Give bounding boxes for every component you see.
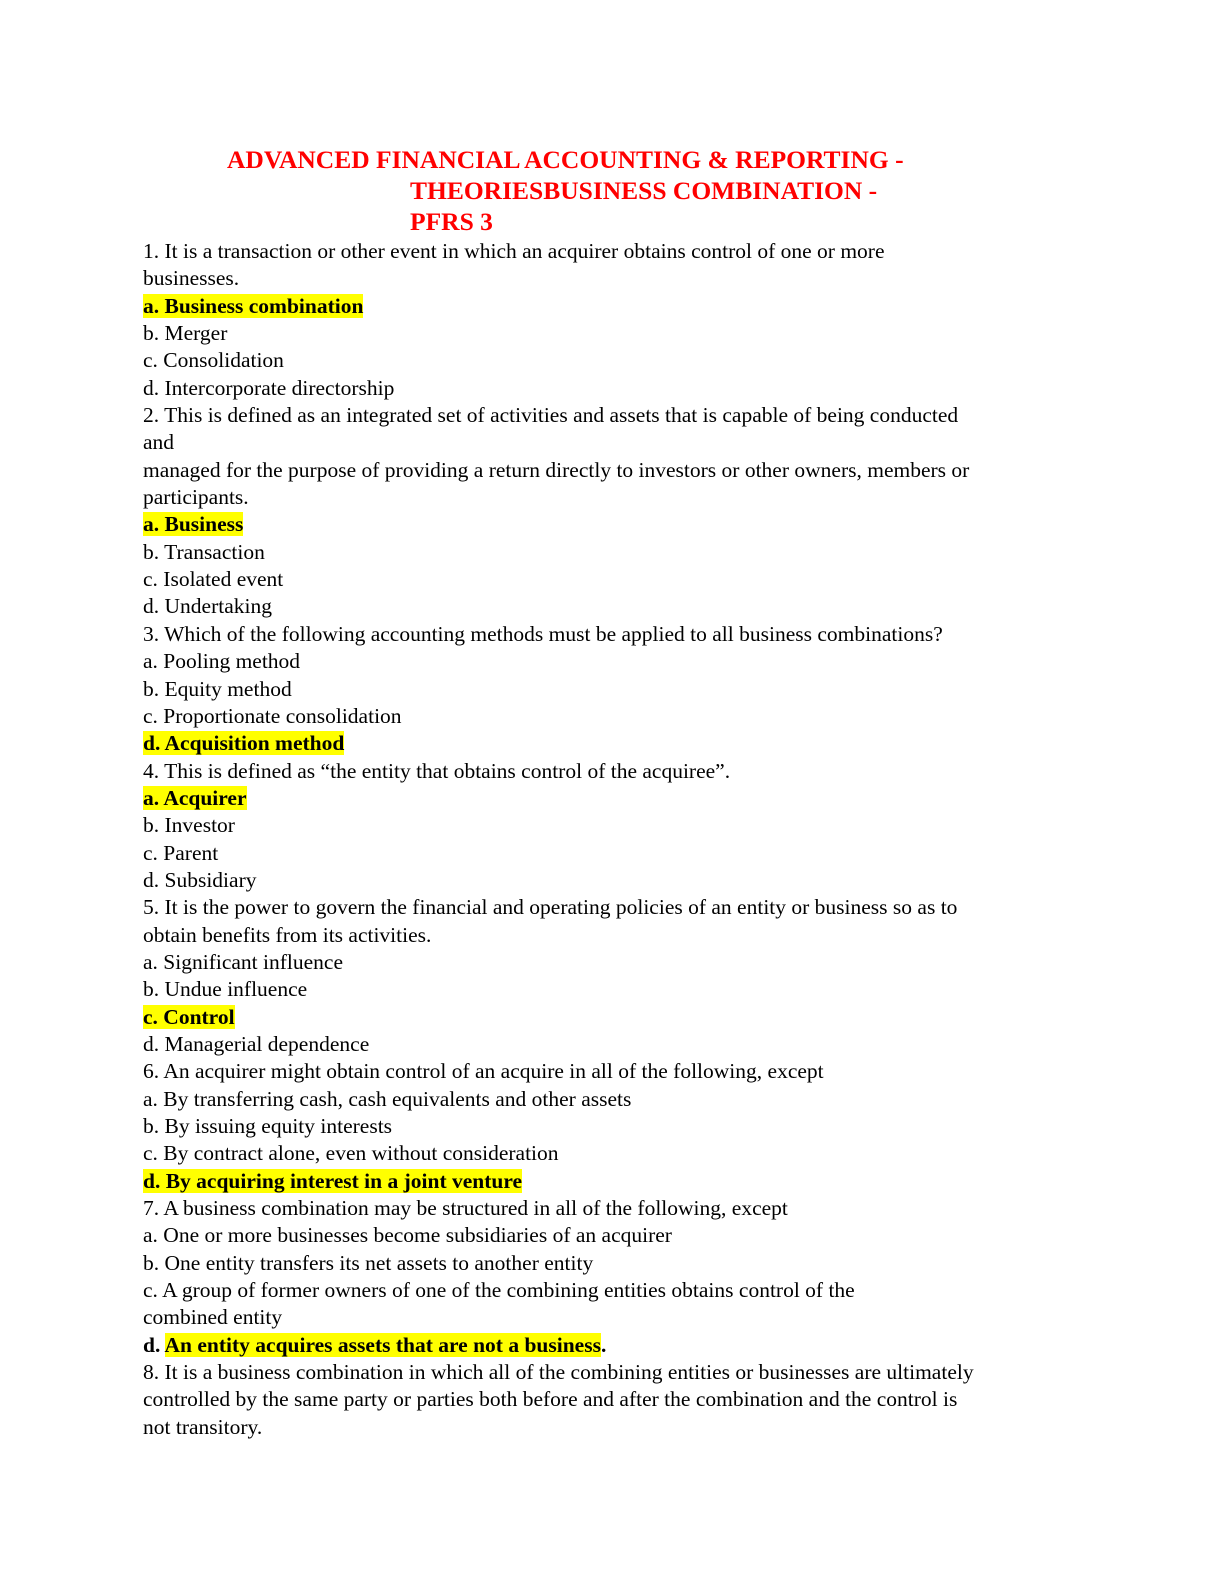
question-3-text: 3. Which of the following accounting methods must be applied to all business combinations? [143, 621, 943, 646]
question-list [143, 238, 1083, 1441]
question-8-text-cont: not transitory. [143, 1414, 263, 1439]
q6-option-c: c. By contract alone, even without consideration [143, 1141, 559, 1166]
q7-option-b: b. One entity transfers its net assets to another entity [143, 1250, 594, 1275]
q3-answer-d-correct [143, 730, 1083, 757]
question-7-text: 7. A business combination may be structured in all of the following, except [143, 1196, 788, 1221]
document-title-line-2: THEORIESBUSINESS COMBINATION - [410, 176, 878, 205]
question-1-text-cont: businesses. [143, 266, 240, 291]
q7-option-c: c. A group of former owners of one of the combining entities obtains control of the [143, 1278, 855, 1303]
q1-answer-a-correct [143, 293, 1083, 320]
answer-suffix: . [600, 1332, 607, 1357]
q4-option-d: d. Subsidiary [143, 867, 257, 892]
answer-highlight: c. Control [143, 1004, 235, 1029]
q5-answer-c-correct [143, 1004, 1083, 1031]
question-4-text: 4. This is defined as “the entity that obtains control of the acquiree”. [143, 758, 731, 783]
q1-option-d: d. Intercorporate directorship [143, 375, 395, 400]
q6-option-b: b. By issuing equity interests [143, 1114, 393, 1138]
question-8-text: 8. It is a business combination in which all of the combining entities or businesses are ultimately [143, 1360, 974, 1385]
answer-highlight: An entity acquires assets that are not a business [164, 1332, 601, 1357]
question-8-text-cont: controlled by the same party or parties both before and after the combination and the control is [143, 1387, 958, 1412]
document-title-line-3: PFRS 3 [410, 207, 493, 236]
question-5-text-cont: obtain benefits from its activities. [143, 922, 432, 947]
answer-highlight: a. Business combination [143, 293, 364, 318]
answer-highlight: d. By acquiring interest in a joint venture [143, 1168, 523, 1193]
q3-option-b: b. Equity method [143, 676, 292, 701]
q6-answer-d-correct [143, 1168, 1083, 1195]
q6-option-a: a. By transferring cash, cash equivalents and other assets [143, 1086, 632, 1111]
question-2-text: 2. This is defined as an integrated set of activities and assets that is capable of being conducted [143, 403, 959, 428]
q5-option-b: b. Undue influence [143, 977, 308, 1002]
answer-highlight: a. Acquirer [143, 785, 247, 810]
q2-option-d: d. Undertaking [143, 594, 272, 619]
question-5-text: 5. It is the power to govern the financial and operating policies of an entity or business so as to [143, 895, 958, 920]
question-2-text-cont: managed for the purpose of providing a return directly to investors or other owners, members or [143, 457, 970, 482]
q4-option-b: b. Investor [143, 813, 235, 838]
q2-option-b: b. Transaction [143, 539, 265, 564]
question-2-text-cont: participants. [143, 485, 249, 510]
q5-option-a: a. Significant influence [143, 949, 343, 974]
q2-answer-a-correct [143, 511, 1083, 538]
answer-highlight: d. Acquisition method [143, 731, 345, 756]
q1-option-c: c. Consolidation [143, 348, 284, 373]
answer-highlight: a. Business [143, 512, 244, 537]
question-2-text-cont: and [143, 430, 175, 455]
question-1-text: 1. It is a transaction or other event in which an acquirer obtains control of one or more [143, 239, 885, 263]
document-title-line-1: ADVANCED FINANCIAL ACCOUNTING & REPORTING - [227, 145, 904, 174]
q5-option-d: d. Managerial dependence [143, 1031, 370, 1056]
q7-option-c-cont: combined entity [143, 1305, 283, 1330]
answer-prefix: d. [143, 1332, 165, 1357]
q1-option-b: b. Merger [143, 321, 228, 346]
q4-answer-a-correct [143, 785, 1083, 812]
q7-option-a: a. One or more businesses become subsidiaries of an acquirer [143, 1223, 672, 1248]
q7-answer-d-correct [143, 1332, 1083, 1359]
q2-option-c: c. Isolated event [143, 567, 284, 592]
q3-option-a: a. Pooling method [143, 649, 301, 674]
q3-option-c: c. Proportionate consolidation [143, 703, 402, 728]
q4-option-c: c. Parent [143, 840, 219, 865]
question-6-text: 6. An acquirer might obtain control of an acquire in all of the following, except [143, 1059, 824, 1084]
